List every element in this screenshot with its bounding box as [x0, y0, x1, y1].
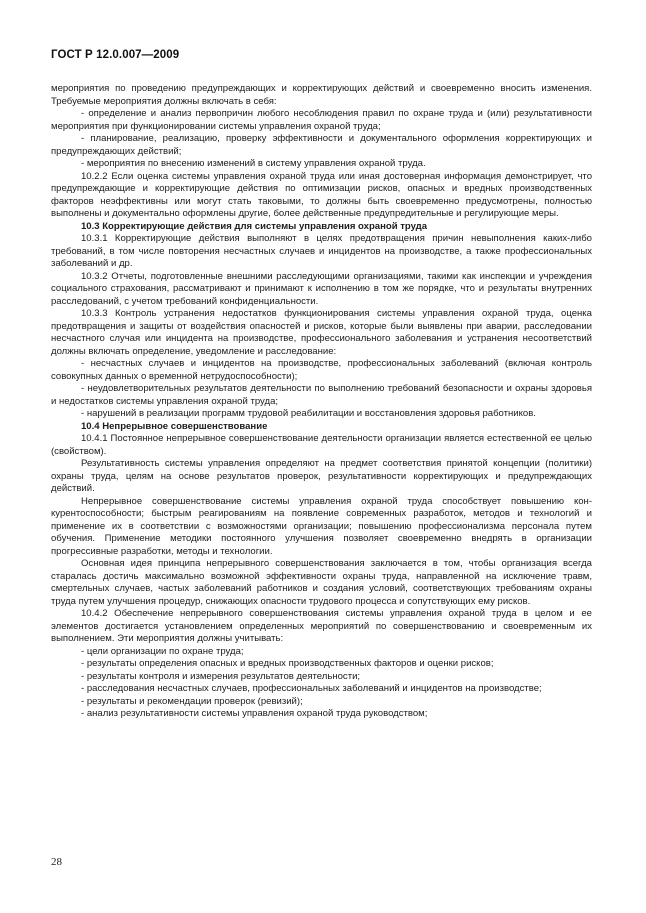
document-header: ГОСТ Р 12.0.007—2009 [51, 49, 180, 61]
page-number: 28 [51, 856, 62, 868]
list-item: - цели организации по охране труда; [81, 645, 244, 657]
list-item: - планирование, реализацию, проверку эффективности и документального оформления корректирующих и предупреждающих действий; [51, 133, 592, 157]
paragraph: 10.4.2 Обеспечение непрерывного совершенствования системы управления охраной труда в целом и ее элементов достигается установлением определенных мероприятий по совершенствованию и своевременным их выполнением. Эти мероприятия должны учитывать: [51, 608, 592, 644]
list-item: - анализ результативности системы управления охраной труда руководством; [81, 708, 428, 719]
list-item: - нарушений в реализации программ трудовой реабилитации и восстановления здоровья работников. [81, 408, 536, 419]
section-heading-10-4: 10.4 Непрерывное совершенствование [81, 420, 268, 432]
paragraph: Основная идея принципа непрерывного совершенствования заключается в том, чтобы организация всегда старалась достичь максимально возможной эффективности охраны труда, направленной на исключение травм, смертельных случаев, частых заболеваний работников и создания условий, соответствующих требованиям охраны труда путем улучшения процедур, снижающих опасности трудового процесса и сопутствующих ему рисков. [51, 558, 592, 607]
paragraph: 10.3.1 Корректирующие действия выполняют в целях предотвращения причин невыполнения каких-либо требований, в том числе повторения несчастных случаев и инцидентов на производстве, а также профессиональных заболеваний и др. [51, 233, 592, 269]
list-item: - определение и анализ первопричин любого несоблюдения правил по охране труда и (или) результативности мероприятия при функционировании системы управления охраной труда; [51, 108, 592, 132]
list-item: - расследования несчастных случаев, профессиональных заболеваний и инцидентов на производстве; [81, 683, 542, 694]
paragraph: Результативность системы управления определяют на предмет соответствия принятой концепции (политики) охраны труда, целям на основе результатов проверок, результативности корректирующих и предупреждающих действий. [51, 458, 592, 494]
paragraph: 10.3.3 Контроль устранения недостатков функционирования системы управления охраной труда, оценка предотвращения и защиты от воздействия опасностей и рисков, которые были выявлены при аварии, расследовании несчастного случая или инцидента на производстве, профессионального заболевания и устранения несоответствий должны включать определение, уведомление и расследование: [51, 308, 592, 357]
list-item: - результаты определения опасных и вредных производственных факторов и оценки рисков; [81, 658, 494, 669]
section-heading-10-3: 10.3 Корректирующие действия для системы управления охраной труда [81, 220, 428, 232]
list-item: - неудовлетворительных результатов деятельности по выполнению требований безопасности и охраны здоровья и недостатков системы управления охраной труда; [51, 383, 592, 407]
list-item: - результаты контроля и измерения результатов деятельности; [81, 670, 361, 682]
list-item: - результаты и рекомендации проверок (ревизий); [81, 695, 303, 707]
list-item: - несчастных случаев и инцидентов на производстве, профессиональных заболеваний (включая контроль совокупных данных о временной нетрудоспособности); [51, 358, 592, 382]
paragraph-continuation: мероприятия по проведению предупреждающих и корректирующих действий и своевременно вносить изменения. Требуемые мероприятия должны включать в себя: [51, 83, 592, 107]
paragraph: Непрерывное совершенствование системы управления охраной труда способствует повышению конкурентоспособности; быстрым реагированиям на появление современных разработок, методов и технологий и применение их в соответствии с возможностями организации; повышению профессионализма персонала путем обучения. Применение методики постоянного улучшения позволяет своевременно внедрять в организации прогрессивные разработки, методы и технологии. [51, 495, 592, 557]
paragraph: 10.2.2 Если оценка системы управления охраной труда или иная достоверная информация демонстрирует, что предупреждающие и корректирующие действия по оптимизации рисков, опасных и вредных производственных факторов неэффективны или могут стать таковыми, то должны быть своевременно предусмотрены, полностью выполнены и документально оформлены другие, более действенные предупредительные и регулирующие меры. [51, 170, 592, 219]
paragraph: 10.3.2 Отчеты, подготовленные внешними расследующими организациями, такими как инспекции и учреждения социального страхования, рассматривают и принимают к исполнению в том же порядке, что и результаты внутренних расследований, с учетом требований конфиденциальности. [51, 270, 592, 307]
document-body [51, 83, 592, 721]
list-item: - мероприятия по внесению изменений в систему управления охраной труда. [81, 158, 426, 169]
paragraph: 10.4.1 Постоянное непрерывное совершенствование деятельности организации является естественной ее целью (свойством). [51, 433, 592, 457]
